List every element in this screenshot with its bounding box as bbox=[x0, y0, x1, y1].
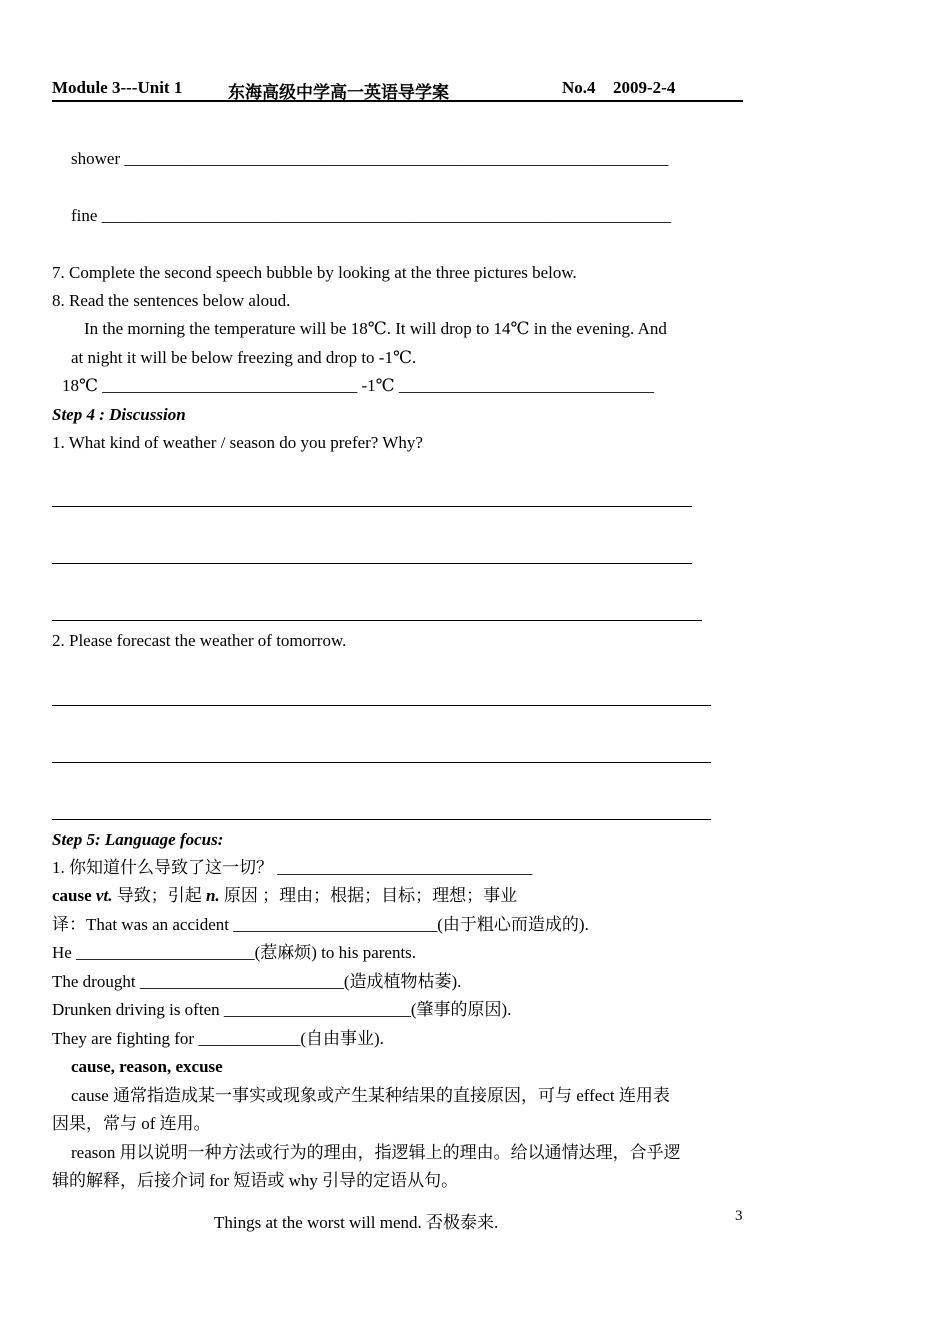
step-4-heading: Step 4 : Discussion bbox=[52, 405, 186, 424]
reason-explanation-line-1: reason 用以说明一种方法或行为的理由，指逻辑上的理由。给以通情达理，合乎逻 bbox=[71, 1143, 681, 1162]
example-2: He _____________________(惹麻烦) to his parents. bbox=[52, 943, 417, 962]
example-1: 译：That was an accident ________________________(由于粗心而造成的). bbox=[52, 915, 589, 934]
vocab-shower: shower ________________________________________________________________ bbox=[71, 149, 669, 168]
answer-line bbox=[52, 563, 692, 564]
reason-explanation-line-2: 辑的解释，后接介词 for 短语或 why 引导的定语从句。 bbox=[52, 1171, 459, 1190]
passage-line-1: In the morning the temperature will be 18℃. It will drop to 14℃ in the evening. And bbox=[84, 319, 667, 338]
task-7: 7. Complete the second speech bubble by looking at the three pictures below. bbox=[52, 263, 577, 282]
header-school-title: 东海高级中学高一英语导学案 bbox=[228, 83, 449, 102]
discussion-question-2: 2. Please forecast the weather of tomorrow. bbox=[52, 631, 347, 650]
example-3: The drought ________________________(造成植物枯萎). bbox=[52, 972, 462, 991]
page-number: 3 bbox=[735, 1208, 743, 1224]
part-of-speech-vt: vt. bbox=[95, 886, 113, 905]
part-of-speech-n: n. bbox=[205, 886, 220, 905]
discussion-question-1: 1. What kind of weather / season do you prefer? Why? bbox=[52, 433, 423, 452]
vocab-fine: fine ___________________________________________________________________ bbox=[71, 206, 672, 225]
page-header bbox=[52, 76, 743, 102]
answer-line bbox=[52, 620, 702, 621]
cause-definition bbox=[52, 885, 517, 907]
temperature-blanks: 18℃ ______________________________ -1℃ ______________________________ bbox=[62, 376, 654, 395]
cause-word: cause bbox=[52, 886, 92, 905]
cause-vt-meaning: 导致；引起 bbox=[112, 886, 206, 905]
header-module: Module 3---Unit 1 bbox=[52, 78, 183, 97]
example-4: Drunken driving is often ______________________(肇事的原因). bbox=[52, 1000, 512, 1019]
task-8: 8. Read the sentences below aloud. bbox=[52, 291, 291, 310]
answer-line bbox=[52, 705, 711, 706]
answer-line bbox=[52, 819, 711, 820]
answer-line bbox=[52, 762, 711, 763]
language-question-1: 1. 你知道什么导致了这一切？ ______________________________ bbox=[52, 858, 533, 877]
passage-line-2: at night it will be below freezing and drop to -1℃. bbox=[71, 348, 417, 367]
example-5: They are fighting for ____________(自由事业). bbox=[52, 1029, 384, 1048]
cause-n-meaning: 原因 ；理由；根据；目标；理想；事业 bbox=[219, 886, 518, 905]
cause-explanation-line-2: 因果，常与 of 连用。 bbox=[52, 1114, 211, 1133]
answer-line bbox=[52, 506, 692, 507]
header-date: 2009-2-4 bbox=[613, 78, 676, 97]
footer-proverb: Things at the worst will mend. 否极泰来. bbox=[214, 1213, 499, 1232]
synonyms-subheading: cause, reason, excuse bbox=[71, 1057, 223, 1076]
header-number: No.4 bbox=[562, 78, 596, 97]
step-5-heading: Step 5: Language focus: bbox=[52, 830, 224, 849]
cause-explanation-line-1: cause 通常指造成某一事实或现象或产生某种结果的直接原因，可与 effect 连用表 bbox=[71, 1086, 670, 1105]
